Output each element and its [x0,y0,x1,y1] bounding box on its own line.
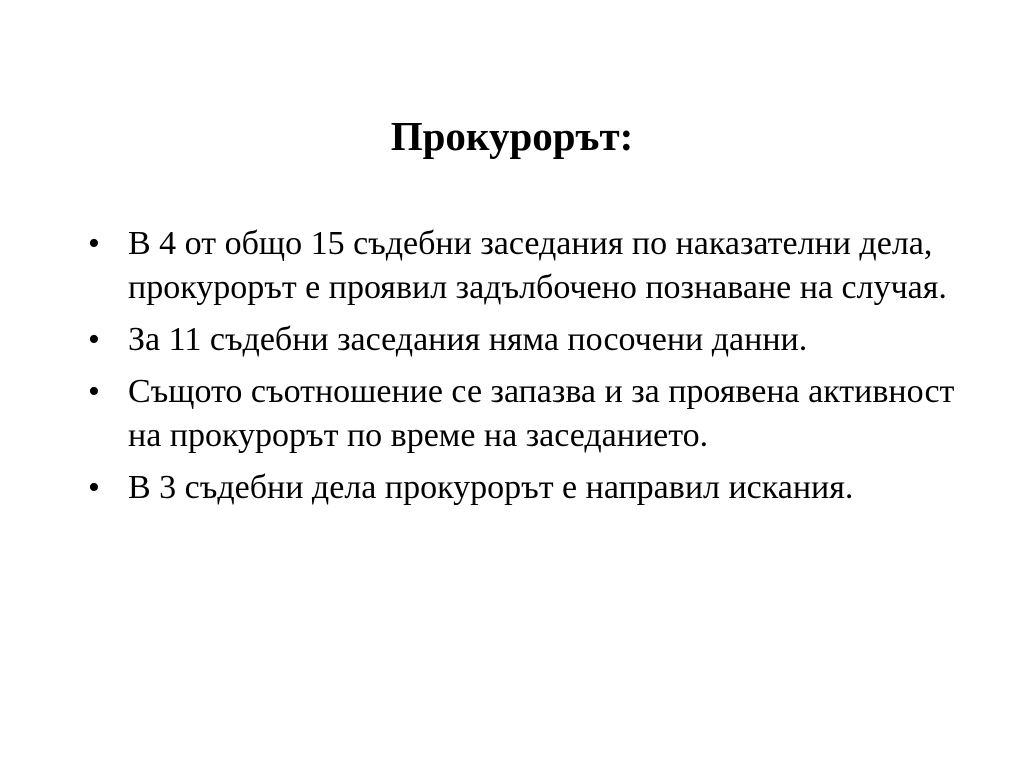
bullet-list [88,222,968,518]
bullet-dot-icon: • [88,321,100,358]
bullet-text: В 3 съдебни дела прокурорът е направил искания. [128,469,854,506]
bullet-item [88,222,968,310]
bullet-dot-icon: • [88,373,100,410]
bullet-dot-icon: • [88,225,100,262]
bullet-text: Същото съотношение се запазва и за проявена активност на прокурорът по време на заседанието. [128,373,955,454]
bullet-dot-icon: • [88,469,100,506]
slide-title: Прокурорът: [390,113,634,159]
bullet-item [88,318,968,362]
bullet-text: За 11 съдебни заседания няма посочени данни. [128,321,808,358]
bullet-item [88,370,968,458]
bullet-text: В 4 от общо 15 съдебни заседания по наказателни дела, прокурорът е проявил задълбочено познаване на случая. [128,225,947,306]
bullet-item [88,466,968,510]
